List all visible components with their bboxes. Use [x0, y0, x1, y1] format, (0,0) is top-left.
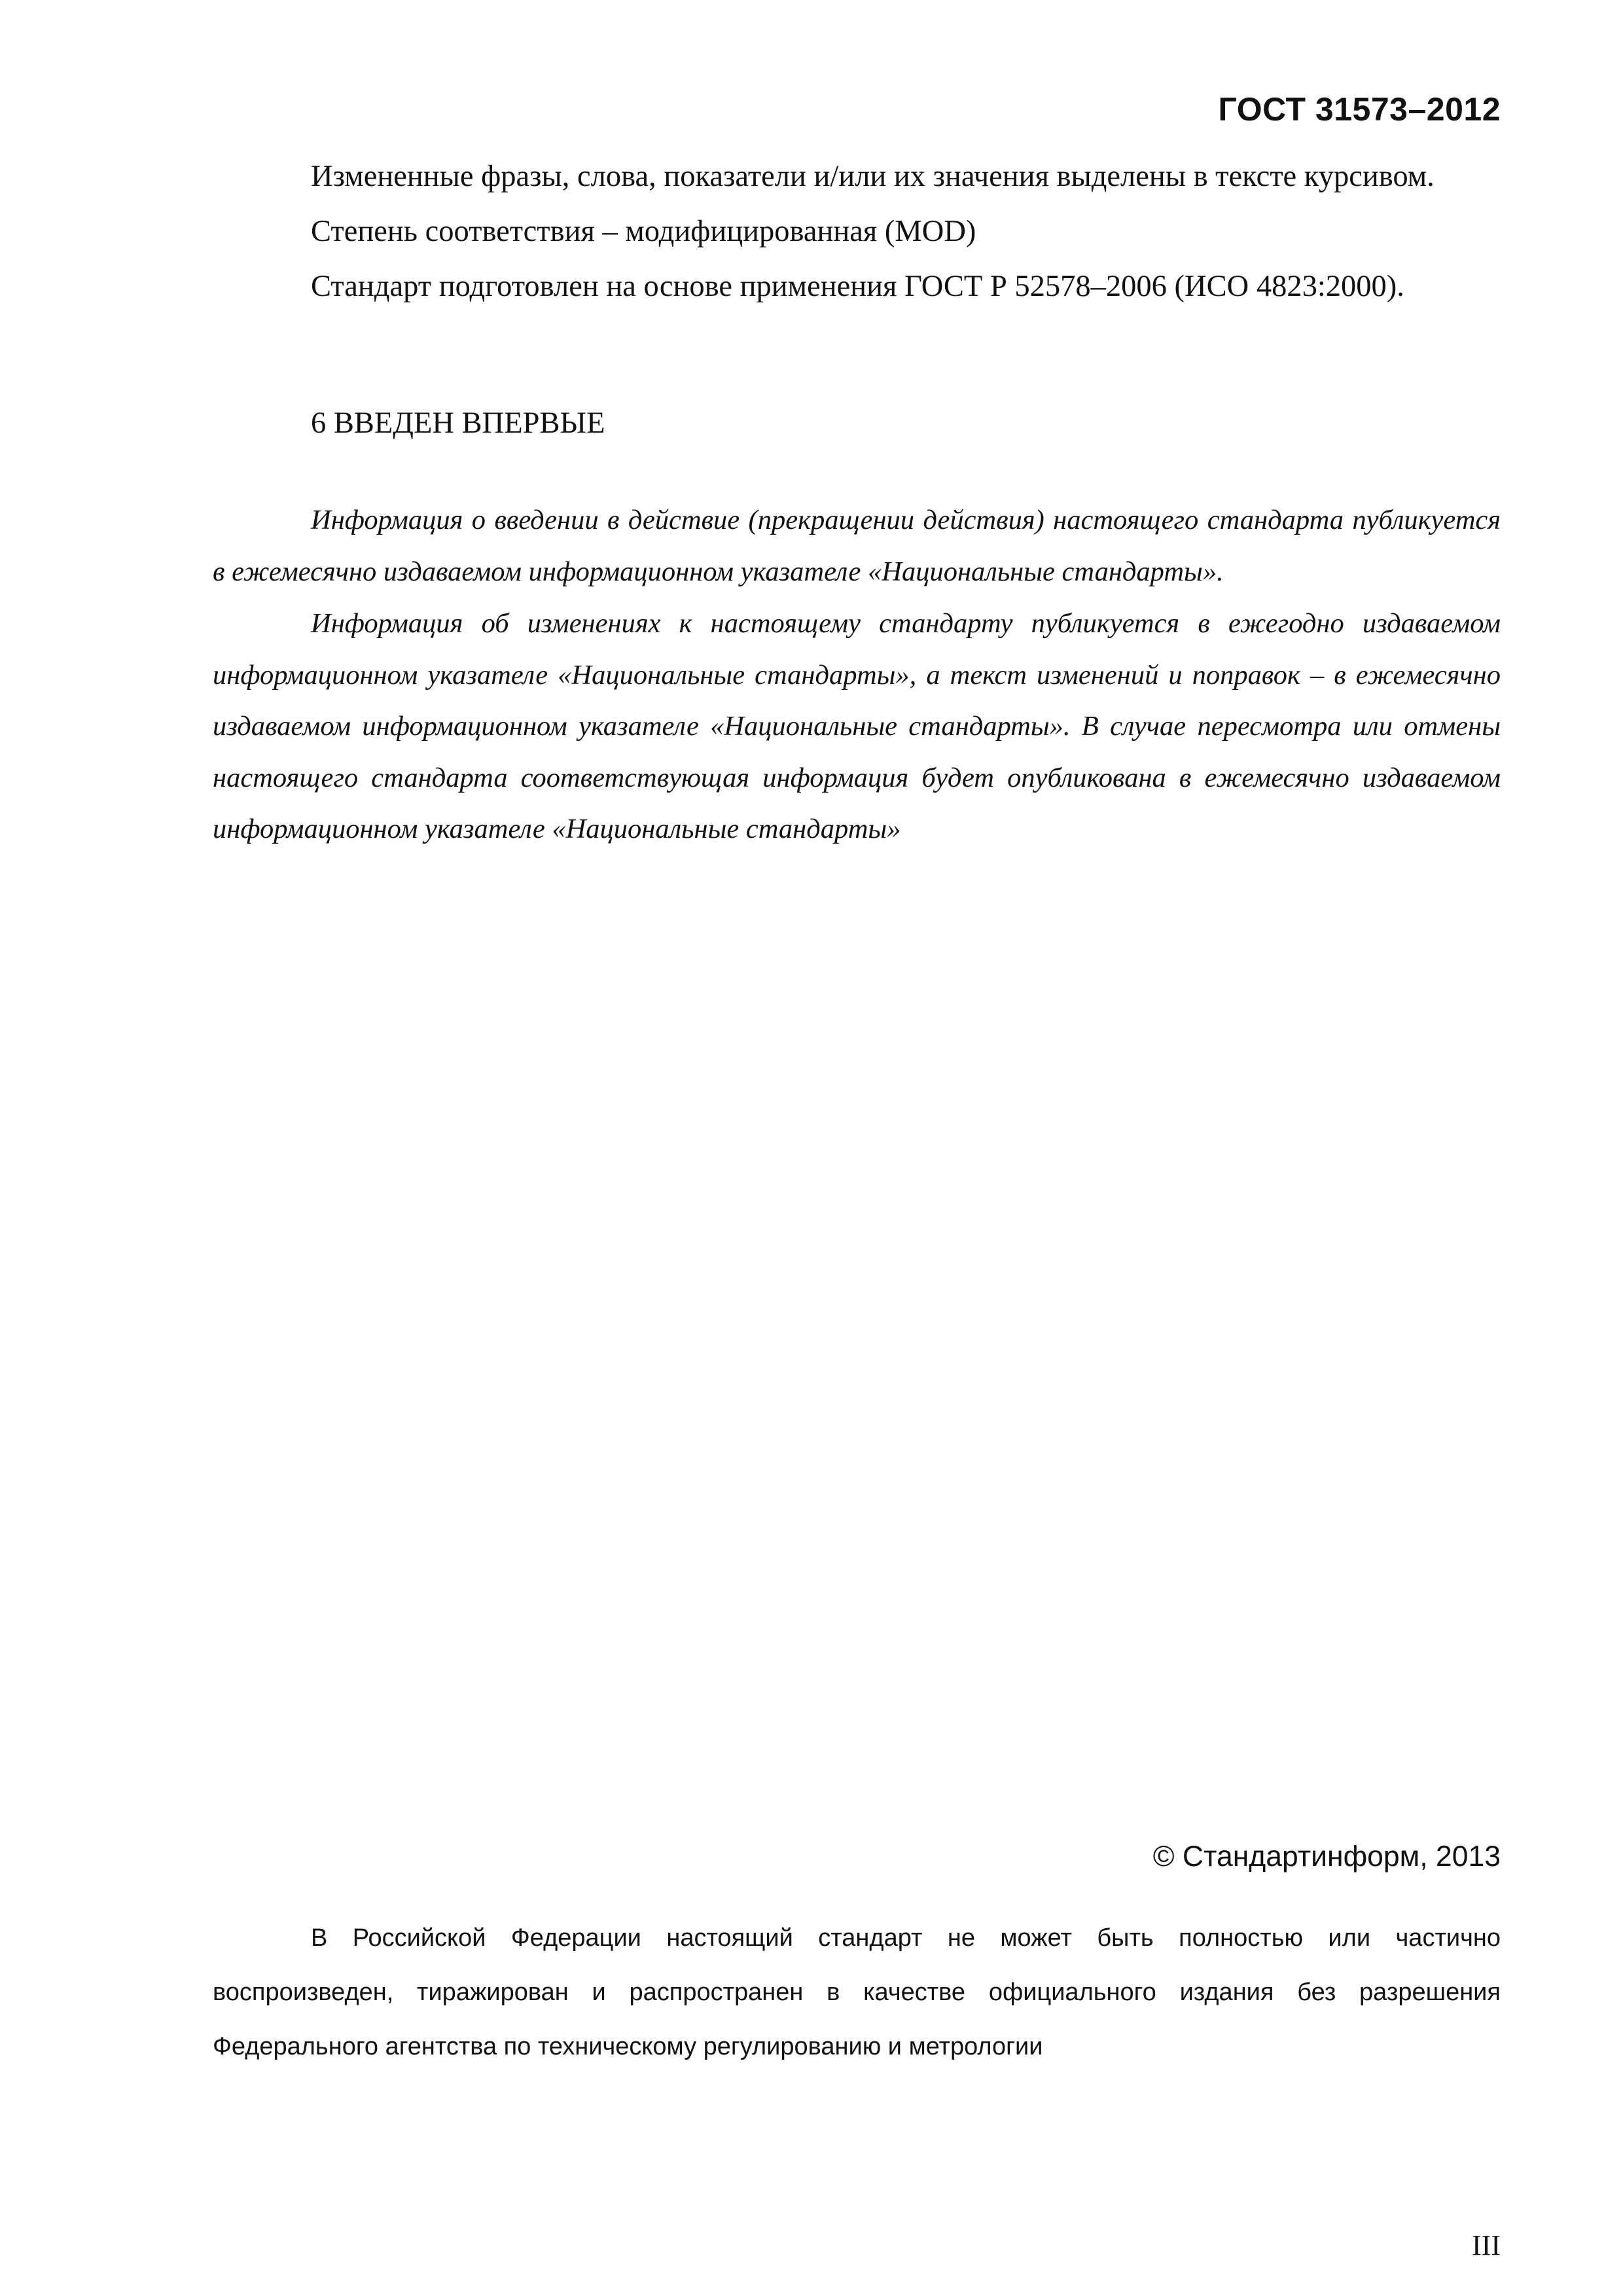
info-paragraph-introduction: Информация о введении в действие (прекращении действия) настоящего стандарта публикуется в ежемесячно издаваемом информационном указателе «Национальные стандарты».: [213, 505, 1501, 587]
intro-section: [213, 149, 1501, 314]
page-number: III: [1472, 2229, 1501, 2261]
copyright-line: © Стандартинформ, 2013: [1152, 1840, 1501, 1873]
standard-basis: Стандарт подготовлен на основе применения ГОСТ Р 52578–2006 (ИСО 4823:2000).: [311, 270, 1404, 303]
rights-section: [213, 1911, 1501, 2074]
changed-phrases-note: Измененные фразы, слова, показатели и/или их значения выделены в тексте курсивом.: [311, 160, 1435, 193]
publication-info-section: [213, 495, 1501, 855]
reproduction-notice: В Российской Федерации настоящий стандарт не может быть полностью или частично воспроизведен, тиражирован и распространен в качестве официального издания без разрешения Федерального агентства по техническому регулированию и метрологии: [213, 1924, 1501, 2060]
conformity-degree: Степень соответствия – модифицированная (MOD): [311, 215, 976, 248]
info-paragraph-changes: Информация об изменениях к настоящему стандарту публикуется в ежегодно издаваемом информационном указателе «Национальные стандарты», а текст изменений и поправок – в ежемесячно издаваемом информационном указателе «Национальные стандарты». В случае пересмотра или отмены настоящего стандарта соответствующая информация будет опубликована в ежемесячно издаваемом информационном указателе «Национальные стандарты»: [213, 608, 1501, 844]
first-introduced-line: 6 ВВЕДЕН ВПЕРВЫЕ: [311, 406, 605, 440]
document-code: ГОСТ 31573–2012: [1218, 91, 1501, 128]
